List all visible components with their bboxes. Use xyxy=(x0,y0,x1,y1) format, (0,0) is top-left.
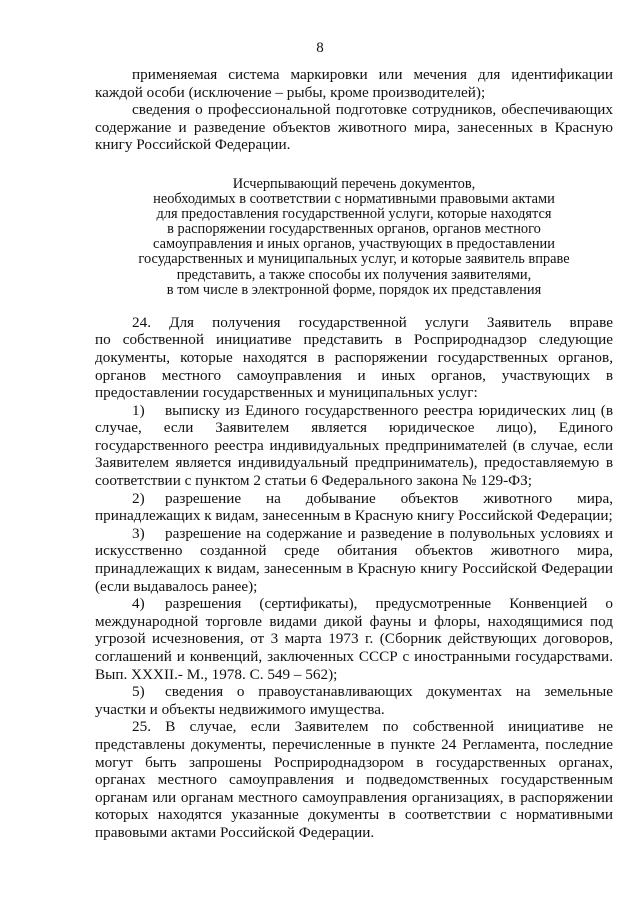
heading-line: необходимых в соответствии с нормативными правовыми актами xyxy=(153,191,555,208)
list-item-text: выписку из Единого государственного реестра юридических лиц (в случае, если Заявителем является юридическое лицо), Единого государственного реестра индивидуальных предпринимателей (в случае, если Заявителем является индивидуальный предприниматель), предоставляемую в соответствии с пунктом 2 статьи 6 Федерального закона № 129-ФЗ; xyxy=(95,401,613,490)
list-item-number: 3) xyxy=(132,524,145,542)
paragraph-marking: применяемая система маркировки или мечения для идентификации каждой особи (исключение – рыбы, кроме производителей); xyxy=(95,66,613,101)
heading-line: самоуправления и иных органов, участвующих в предоставлении xyxy=(153,236,555,253)
list-item xyxy=(95,490,613,525)
list-item-text: сведения о правоустанавливающих документах на земельные участки и объекты недвижимого имущества. xyxy=(95,683,613,718)
list-item xyxy=(95,683,613,718)
heading-line: в распоряжении государственных органов, органов местного xyxy=(167,221,541,238)
list-item-number: 5) xyxy=(132,683,145,701)
paragraph-24: 24. Для получения государственной услуги Заявитель вправе по собственной инициативе представить в Росприроднадзор следующие документы, которые находятся в распоряжении государственных органов, органов местного самоуправления и иных органов, участвующих в предоставлении государственных и муниципальных услуг: xyxy=(95,313,613,402)
list-item-number: 4) xyxy=(132,595,145,613)
list-item xyxy=(95,525,613,595)
page-number: 8 xyxy=(316,40,324,56)
list-item-text: разрешение на содержание и разведение в полувольных условиях и искусственно созданной среде обитания объектов животного мира, принадлежащих к видам, занесенным в Красную книгу Российской Федерации (если выдавалось ранее); xyxy=(95,524,613,595)
paragraph-25: 25. В случае, если Заявителем по собственной инициативе не представлены документы, перечисленные в пункте 24 Регламента, последние могут быть запрошены Росприроднадзором в государственных органах, органах местного самоуправления и подведомственных государственным органам или органам местного самоуправления организациях, в распоряжении которых находятся указанные документы в соответствии с нормативными правовыми актами Российской Федерации. xyxy=(95,718,613,841)
paragraph-staff-training: сведения о профессиональной подготовке сотрудников, обеспечивающих содержание и разведение объектов животного мира, занесенных в Красную книгу Российской Федерации. xyxy=(95,101,613,154)
list-item-number: 2) xyxy=(132,489,145,507)
list-item-text: разрешения (сертификаты), предусмотренные Конвенцией о международной торговле видами дикой фауны и флоры, находящимися под угрозой исчезновения, от 3 марта 1973 г. (Сборник действующих договоров, соглашений и конвенций, заключенных СССР с иностранными государствами. Вып. XXXII.- М., 1978. С. 549 – 562); xyxy=(95,595,613,683)
heading-line: представить, а также способы их получения заявителями, xyxy=(176,266,532,283)
section-heading xyxy=(95,177,613,298)
list-item xyxy=(95,595,613,683)
heading-line: в том числе в электронной форме, порядок их представления xyxy=(166,281,542,298)
heading-line: Исчерпывающий перечень документов, xyxy=(232,175,476,192)
heading-line: государственных и муниципальных услуг, и которые заявитель вправе xyxy=(138,251,570,268)
page-content xyxy=(95,66,613,842)
list-item-text: разрешение на добывание объектов животного мира, принадлежащих к видам, занесенным в Красную книгу Российской Федерации; xyxy=(95,489,613,525)
list-item-number: 1) xyxy=(132,401,145,419)
heading-line: для предоставления государственной услуги, которые находятся xyxy=(156,206,552,223)
list-item xyxy=(95,402,613,490)
